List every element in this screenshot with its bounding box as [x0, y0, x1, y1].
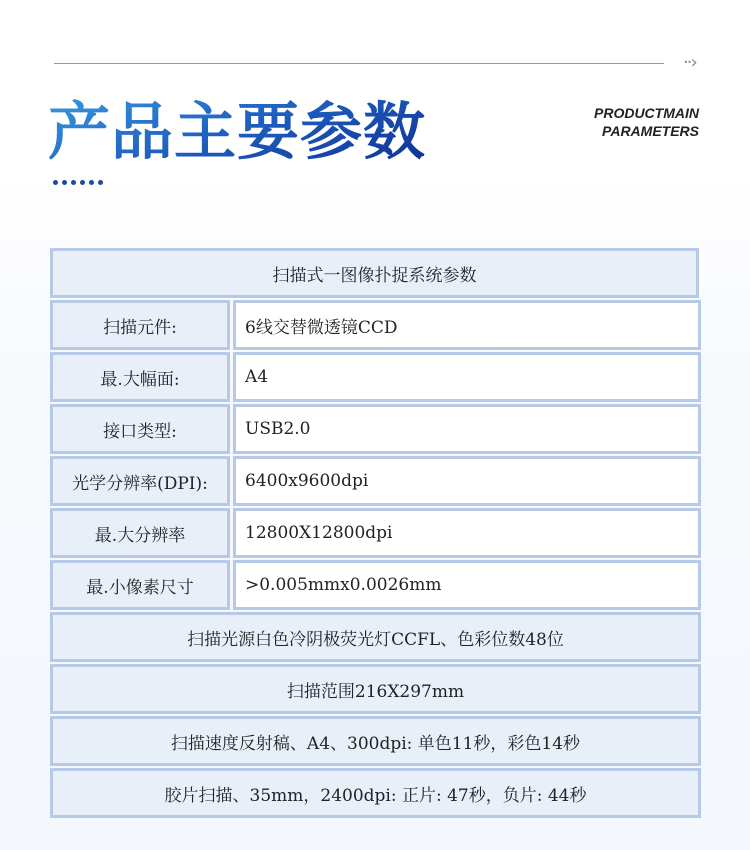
- param-label: 扫描元件:: [50, 300, 230, 350]
- param-label: 最.大幅面:: [50, 352, 230, 402]
- english-subtitle: [594, 104, 699, 140]
- param-label: 最.大分辨率: [50, 508, 230, 558]
- param-value: A4: [233, 352, 701, 402]
- param-note-row: 扫描速度反射稿、A4、300dpi: 单色11秒，彩色14秒: [50, 716, 701, 766]
- param-value: 6线交替微透镜CCD: [233, 300, 701, 350]
- param-label: 光学分辨率(DPI):: [50, 456, 230, 506]
- param-note-row: 胶片扫描、35mm，2400dpi: 正片: 47秒，负片: 44秒: [50, 768, 701, 818]
- param-value: 12800X12800dpi: [233, 508, 701, 558]
- param-note-row: 扫描范围216X297mm: [50, 664, 701, 714]
- param-value: >0.005mmx0.0026mm: [233, 560, 701, 610]
- param-value: USB2.0: [233, 404, 701, 454]
- decorative-dots: [53, 180, 103, 185]
- subtitle-line-2: PARAMETERS: [602, 123, 699, 139]
- param-label: 接口类型:: [50, 404, 230, 454]
- table-title: 扫描式一图像扑捉系统参数: [50, 248, 699, 298]
- header-divider: [54, 63, 664, 64]
- page-title: 产品主要参数: [48, 82, 426, 171]
- double-chevron-right-icon: ··›: [683, 52, 696, 73]
- param-label: 最.小像素尺寸: [50, 560, 230, 610]
- subtitle-line-1: PRODUCTMAIN: [594, 105, 699, 121]
- param-note-row: 扫描光源白色冷阴极荧光灯CCFL、色彩位数48位: [50, 612, 701, 662]
- param-value: 6400x9600dpi: [233, 456, 701, 506]
